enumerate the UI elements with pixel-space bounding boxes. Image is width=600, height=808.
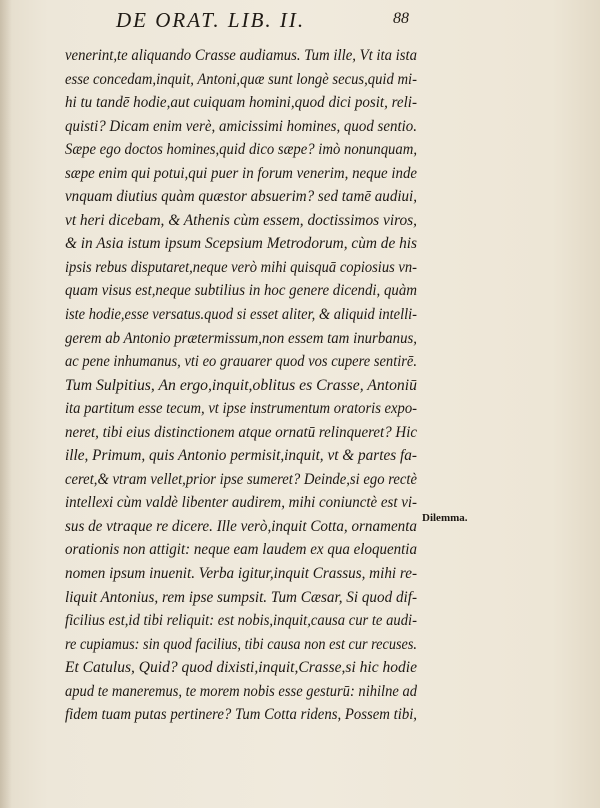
page-number: 88 (393, 10, 409, 27)
text-line: sus de vtraque re dicere. Ille verò,inquit Cotta, ornamenta (65, 517, 417, 535)
page-edge-shadow (0, 0, 12, 808)
text-line: quam visus est,neque subtilius in hoc genere dicendi, quàm (65, 282, 417, 300)
marginal-note: Dilemma. (422, 512, 468, 524)
text-line: Sæpe ego doctos homines,quid dico sæpe? imò nonunquam, (65, 141, 417, 159)
text-line: Et Catulus, Quid? quod dixisti,inquit,Crasse,si hic hodie (65, 659, 417, 677)
text-line: quisti? Dicam enim verè, amicissimi homines, quod sentio. (65, 117, 417, 135)
text-line: ac pene inhumanus, vti eo grauarer quod vos cupere sentirē. (65, 353, 417, 371)
text-line: re cupiamus: sin quod facilius, tibi causa non est cur recuses. (65, 635, 417, 653)
text-line: sæpe enim qui potui,qui puer in forum venerim, neque inde (65, 164, 417, 182)
text-line: orationis non attigit: neque eam laudem ex qua eloquentia (65, 541, 417, 559)
text-line: ficilius est,id tibi reliquit: est nobis,inquit,causa cur te audi- (65, 612, 417, 630)
text-line: neret, tibi eius distinctionem atque ornatū relinqueret? Hic (65, 423, 417, 441)
text-line: fidem tuam putas pertinere? Tum Cotta ridens, Possem tibi, (65, 706, 417, 724)
text-line: ille, Primum, quis Antonio permisit,inquit, vt & partes fa- (65, 447, 417, 465)
text-line: ita partitum esse tecum, vt ipse instrumentum oratoris expo- (65, 400, 417, 418)
text-line: gerem ab Antonio prætermissum,non essem tam inurbanus, (65, 329, 417, 347)
text-line: ipsis rebus disputaret,neque verò mihi quisquā copiosius vn- (65, 258, 417, 276)
text-line: apud te maneremus, te morem nobis esse gesturū: nihilne ad (65, 682, 417, 700)
text-line: ceret,& vtram vellet,prior ipse sumeret? Deinde,si ego rectè (65, 470, 417, 488)
text-line: & in Asia istum ipsum Scepsium Metrodorum, cùm de his (65, 235, 417, 253)
text-line: esse concedam,inquit, Antoni,quæ sunt longè secus,quid mi- (65, 70, 417, 88)
body-text (65, 44, 417, 727)
running-head: DE ORAT. LIB. II. (116, 8, 306, 32)
text-line: intellexi cùm valdè libenter audirem, mihi coniunctè est vi- (65, 494, 417, 512)
text-line: vnquam diutius quàm quæstor absuerim? sed tamē audiui, (65, 188, 417, 206)
text-line: vt heri dicebam, & Athenis cùm essem, doctissimos viros, (65, 211, 417, 229)
text-line: venerint,te aliquando Crasse audiamus. Tum ille, Vt ita ista (65, 47, 417, 64)
text-line: Tum Sulpitius, An ergo,inquit,oblitus es Crasse, Antoniū (65, 376, 417, 394)
text-line: hi tu tandē hodie,aut cuiquam homini,quod dici posit, reli- (65, 94, 417, 112)
text-line: iste hodie,esse versatus.quod si esset aliter, & aliquid intelli- (65, 306, 417, 324)
text-line: liquit Antonius, rem ipse sumpsit. Tum Cæsar, Si quod dif- (65, 588, 417, 606)
text-line: nomen ipsum inuenit. Verba igitur,inquit Crassus, mihi re- (65, 565, 417, 583)
